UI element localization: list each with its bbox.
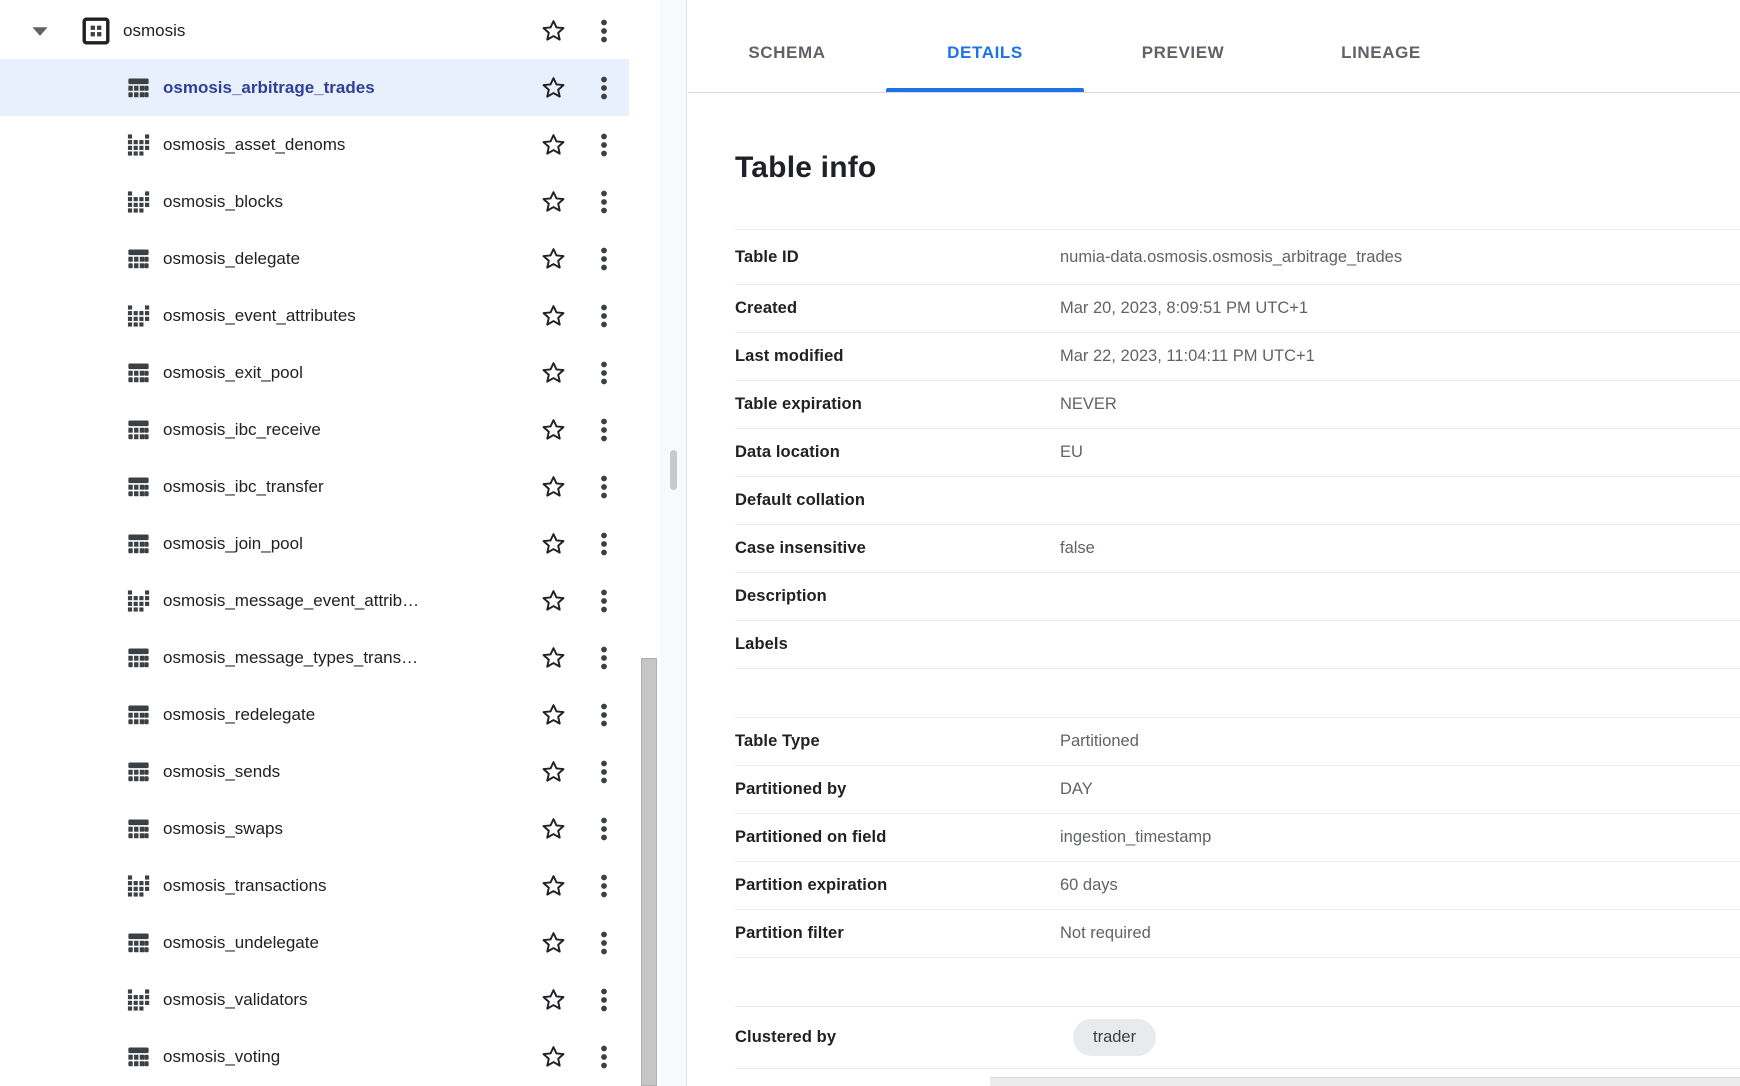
table-icon [125, 929, 152, 956]
tree-item-table[interactable] [0, 287, 629, 344]
tab-preview[interactable]: PREVIEW [1141, 43, 1225, 62]
tab-schema[interactable]: SCHEMA [748, 43, 826, 62]
star-icon[interactable] [540, 986, 567, 1013]
info-row: Description [735, 572, 1740, 620]
more-options-icon[interactable] [595, 189, 613, 215]
tree-item-table[interactable] [0, 800, 629, 857]
tree-item-table[interactable] [0, 401, 629, 458]
more-options-icon[interactable] [595, 531, 613, 557]
tree-item-label: osmosis_ibc_transfer [163, 476, 324, 496]
details-tabbar [688, 0, 1740, 93]
table-icon [125, 416, 152, 443]
info-row: Created Mar 20, 2023, 8:09:51 PM UTC+1 [735, 284, 1740, 332]
panel-divider-gutter[interactable] [660, 0, 687, 1086]
star-icon[interactable] [540, 131, 567, 158]
more-options-icon[interactable] [595, 759, 613, 785]
explorer-tree [0, 0, 658, 1086]
info-row: Partition expiration 60 days [735, 861, 1740, 909]
gutter-scrollbar-thumb[interactable] [670, 450, 677, 490]
more-options-icon[interactable] [595, 1044, 613, 1070]
partitioned-table-icon [125, 131, 152, 158]
tree-item-label: osmosis_blocks [163, 191, 283, 211]
table-icon [125, 758, 152, 785]
more-options-icon[interactable] [595, 303, 613, 329]
star-icon[interactable] [540, 530, 567, 557]
tab-details[interactable]: DETAILS [886, 0, 1084, 92]
tree-item-label: osmosis_undelegate [163, 932, 319, 952]
table-id-value: numia-data.osmosis.osmosis_arbitrage_trades [1060, 247, 1403, 266]
partitioned-table-icon [125, 986, 152, 1013]
tree-item-label: osmosis_delegate [163, 248, 301, 268]
star-icon[interactable] [540, 644, 567, 671]
tree-item-label: osmosis_transactions [163, 875, 327, 895]
more-options-icon[interactable] [595, 75, 613, 101]
more-options-icon[interactable] [595, 132, 613, 158]
star-icon[interactable] [540, 758, 567, 785]
table-icon [125, 530, 152, 557]
tree-item-label: osmosis_join_pool [163, 533, 303, 553]
more-options-icon[interactable] [595, 360, 613, 386]
more-options-icon[interactable] [595, 702, 613, 728]
tree-item-table[interactable] [0, 116, 629, 173]
tree-item-dataset-osmosis[interactable] [0, 2, 629, 59]
info-row: Partitioned on field ingestion_timestamp [735, 813, 1740, 861]
page-title: Table info [735, 151, 877, 184]
more-options-icon[interactable] [595, 588, 613, 614]
expander-caret-icon[interactable] [27, 18, 53, 44]
table-icon [125, 74, 152, 101]
star-icon[interactable] [540, 872, 567, 899]
tree-item-table[interactable] [0, 686, 629, 743]
table-icon [125, 473, 152, 500]
info-row: Table Type Partitioned [735, 717, 1740, 765]
tree-item-label: osmosis_voting [163, 1046, 281, 1066]
table-icon [125, 1043, 152, 1070]
partition-info-section [735, 717, 1740, 958]
info-row: Table ID numia-data.osmosis.osmosis_arbitrage_trades [735, 229, 1740, 284]
active-tab-indicator [886, 88, 1084, 92]
more-options-icon[interactable] [595, 816, 613, 842]
more-options-icon[interactable] [595, 18, 613, 44]
info-row: Clustered by trader [735, 1006, 1740, 1068]
tree-item-table[interactable] [0, 59, 629, 116]
tree-item-table[interactable] [0, 914, 629, 971]
tree-item-label: osmosis_asset_denoms [163, 134, 346, 154]
table-icon [125, 815, 152, 842]
info-row: Default collation [735, 476, 1740, 524]
info-row: Table expiration NEVER [735, 380, 1740, 428]
star-icon[interactable] [540, 416, 567, 443]
clustered-by-chip: trader [1073, 1019, 1156, 1056]
info-row: Partition filter Not required [735, 909, 1740, 957]
tree-item-label: osmosis [123, 20, 186, 40]
tree-item-table[interactable] [0, 515, 629, 572]
info-row: Labels [735, 620, 1740, 668]
star-icon[interactable] [540, 587, 567, 614]
sidebar-vertical-scrollbar[interactable] [641, 658, 657, 1086]
star-icon[interactable] [540, 701, 567, 728]
more-options-icon[interactable] [595, 417, 613, 443]
tree-item-table[interactable] [0, 1028, 629, 1085]
clustering-info-section [735, 1006, 1740, 1069]
star-icon[interactable] [540, 302, 567, 329]
tree-item-table[interactable] [0, 971, 629, 1028]
more-options-icon[interactable] [595, 930, 613, 956]
tree-item-label: osmosis_arbitrage_trades [163, 77, 375, 97]
star-icon[interactable] [540, 17, 567, 44]
tree-item-label: osmosis_ibc_receive [163, 419, 321, 439]
tree-item-table[interactable] [0, 629, 629, 686]
tree-item-label: osmosis_validators [163, 989, 308, 1009]
star-icon[interactable] [540, 359, 567, 386]
partitioned-table-icon [125, 302, 152, 329]
tree-item-table[interactable] [0, 743, 629, 800]
tree-item-table[interactable] [0, 857, 629, 914]
tree-item-table[interactable] [0, 230, 629, 287]
star-icon[interactable] [540, 473, 567, 500]
star-icon[interactable] [540, 74, 567, 101]
tree-item-label: osmosis_event_attributes [163, 305, 356, 325]
tree-item-label: osmosis_exit_pool [163, 362, 303, 382]
tab-lineage[interactable]: LINEAGE [1341, 43, 1421, 62]
more-options-icon[interactable] [595, 873, 613, 899]
tree-item-table[interactable] [0, 458, 629, 515]
table-info-section [735, 229, 1740, 669]
tree-item-label: osmosis_redelegate [163, 704, 316, 724]
tree-item-table[interactable] [0, 572, 629, 629]
table-icon [125, 701, 152, 728]
table-icon [125, 359, 152, 386]
tree-item-label: osmosis_message_event_attrib… [163, 590, 420, 610]
more-options-icon[interactable] [595, 246, 613, 272]
more-options-icon[interactable] [595, 987, 613, 1013]
tree-item-label: osmosis_sends [163, 761, 281, 781]
table-icon [125, 245, 152, 272]
tree-item-table[interactable] [0, 173, 629, 230]
table-icon [125, 644, 152, 671]
tree-item-table[interactable] [0, 344, 629, 401]
star-icon[interactable] [540, 1043, 567, 1070]
more-options-icon[interactable] [595, 645, 613, 671]
info-row: Last modified Mar 22, 2023, 11:04:11 PM UTC+1 [735, 332, 1740, 380]
tree-item-label: osmosis_swaps [163, 818, 283, 838]
star-icon[interactable] [540, 815, 567, 842]
more-options-icon[interactable] [595, 474, 613, 500]
star-icon[interactable] [540, 929, 567, 956]
info-row: Partitioned by DAY [735, 765, 1740, 813]
partitioned-table-icon [125, 872, 152, 899]
details-content [688, 148, 1740, 1069]
dataset-icon [81, 16, 111, 46]
table-details-panel [688, 0, 1740, 1086]
star-icon[interactable] [540, 245, 567, 272]
partitioned-table-icon [125, 188, 152, 215]
horizontal-scrollbar[interactable] [990, 1077, 1740, 1086]
star-icon[interactable] [540, 188, 567, 215]
info-row: Case insensitive false [735, 524, 1740, 572]
partitioned-table-icon [125, 587, 152, 614]
tree-item-label: osmosis_message_types_trans… [163, 647, 419, 667]
info-row: Data location EU [735, 428, 1740, 476]
